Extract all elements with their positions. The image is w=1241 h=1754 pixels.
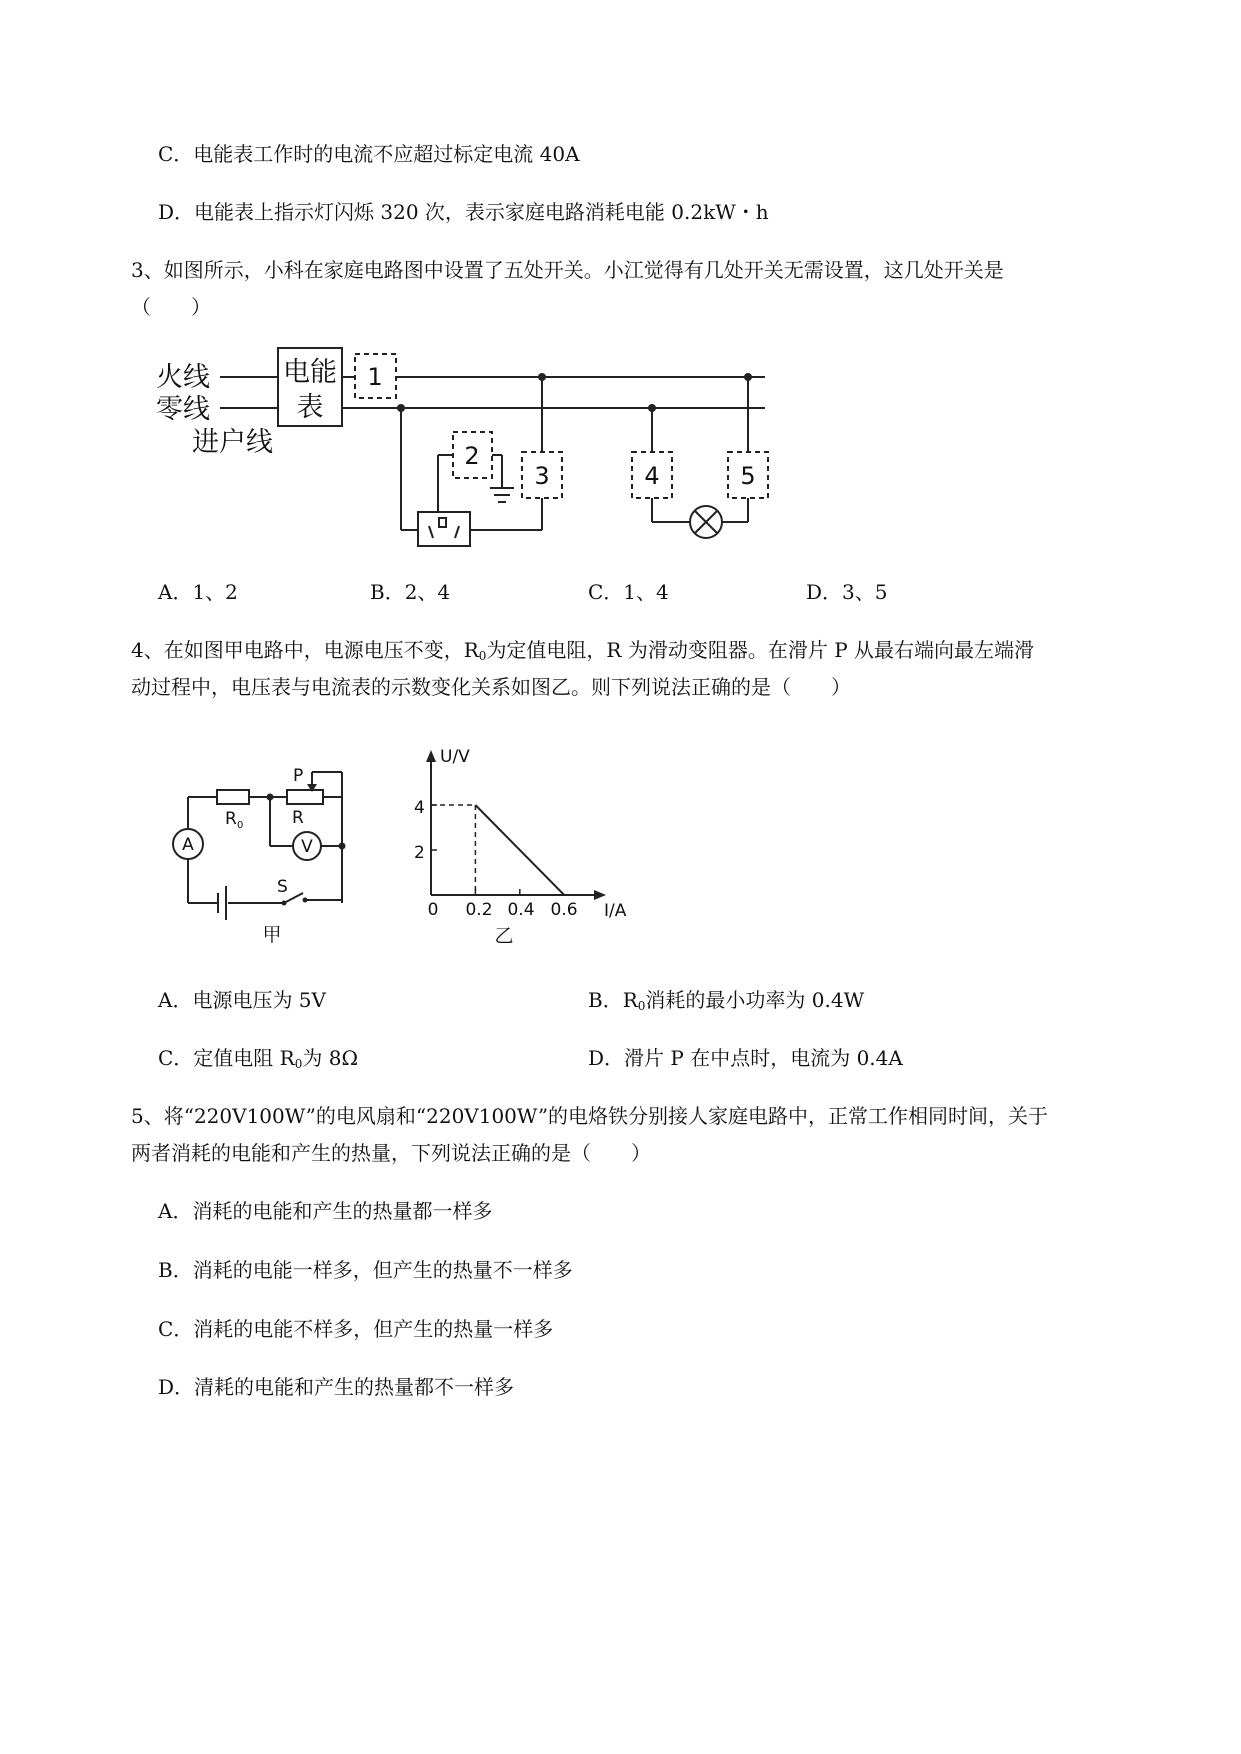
live-wire-label: 火线: [156, 362, 210, 393]
q4-option-b-part2: 消耗的最小功率为 0.4W: [645, 988, 865, 1012]
switch-3-label: 3: [534, 462, 550, 490]
q3-option-c: C．1、4: [588, 580, 669, 604]
q4-circuit-diagram: [160, 760, 370, 950]
switch-1-label: 1: [367, 363, 383, 391]
q4-option-c-part1: C．定值电阻 R: [158, 1046, 295, 1070]
rheostat-label: R: [292, 808, 304, 828]
voltmeter-label: V: [301, 837, 313, 857]
graph-xtick-2: 0.4: [507, 900, 535, 920]
q4-stem-sub: 0: [478, 649, 487, 663]
graph-xlabel: I/A: [604, 901, 627, 921]
q3-household-circuit-diagram: [150, 340, 790, 560]
graph-ytick-4: 4: [414, 798, 425, 818]
q4-stem-line1: [131, 636, 1034, 670]
q4-option-c-part2: 为 8Ω: [302, 1046, 359, 1070]
q2-option-d: D．电能表上指示灯闪烁 320 次，表示家庭电路消耗电能 0.2kW・h: [158, 200, 769, 224]
switch-5-label: 5: [740, 462, 756, 490]
meter-label-1: 电能: [283, 357, 337, 388]
q4-option-b-sub: 0: [637, 999, 646, 1013]
q4-stem-part2: 为定值电阻，R 为滑动变阻器。在滑片 P 从最右端向最左端滑: [486, 638, 1035, 662]
q3-stem-line1: 3、如图所示，小科在家庭电路图中设置了五处开关。小江觉得有几处开关无需设置，这几处开关是: [131, 258, 1004, 282]
q3-stem-line2: （ ）: [131, 295, 211, 319]
q4-option-d: D．滑片 P 在中点时，电流为 0.4A: [588, 1046, 903, 1070]
q5-stem-line2: 两者消耗的电能和产生的热量，下列说法正确的是（ ）: [131, 1141, 651, 1165]
switch-2-label: 2: [464, 442, 480, 470]
q2-option-c: C．电能表工作时的电流不应超过标定电流 40A: [158, 142, 580, 166]
q3-option-a: A．1、2: [158, 580, 238, 604]
q4-option-b-part1: B．R: [588, 988, 638, 1012]
meter-label-2: 表: [296, 392, 324, 423]
q4-option-c-sub: 0: [294, 1057, 303, 1071]
q3-option-b: B．2、4: [370, 580, 451, 604]
q5-stem-line1: 5、将“220V100W”的电风扇和“220V100W”的电烙铁分别接人家庭电路中，正常工作相同时间，关于: [131, 1104, 1049, 1128]
q5-option-c: C．消耗的电能不样多，但产生的热量一样多: [158, 1317, 554, 1341]
q4-stem-part1: 4、在如图甲电路中，电源电压不变，R: [131, 638, 479, 662]
graph-series-line: [475, 805, 564, 895]
graph-caption: 乙: [494, 925, 514, 947]
q4-graph: [400, 740, 650, 955]
graph-ytick-2: 2: [414, 843, 425, 863]
switch-s-label: S: [277, 877, 288, 897]
neutral-wire-label: 零线: [156, 394, 210, 425]
graph-xtick-0: 0: [427, 900, 439, 920]
r0-label-sub: 0: [237, 820, 244, 831]
switch-4-label: 4: [644, 462, 660, 490]
q5-option-d: D．清耗的电能和产生的热量都不一样多: [158, 1375, 515, 1399]
q4-option-c: [158, 1044, 358, 1078]
q5-option-b: B．消耗的电能一样多，但产生的热量不一样多: [158, 1258, 573, 1282]
q5-option-a: A．消耗的电能和产生的热量都一样多: [158, 1199, 493, 1223]
r0-label: R: [225, 809, 237, 829]
q4-option-a: A．电源电压为 5V: [158, 988, 326, 1012]
graph-xtick-1: 0.2: [465, 900, 493, 920]
q3-option-d: D．3、5: [806, 580, 888, 604]
graph-xtick-3: 0.6: [550, 900, 578, 920]
q4-option-b: [588, 986, 864, 1020]
entry-line-label: 进户线: [192, 427, 273, 458]
ammeter-label: A: [182, 835, 194, 855]
slider-p-label: P: [293, 766, 304, 786]
circuit-caption: 甲: [262, 924, 282, 946]
q4-stem-line2: 动过程中，电压表与电流表的示数变化关系如图乙。则下列说法正确的是（ ）: [131, 675, 851, 699]
graph-ylabel: U/V: [440, 747, 470, 767]
